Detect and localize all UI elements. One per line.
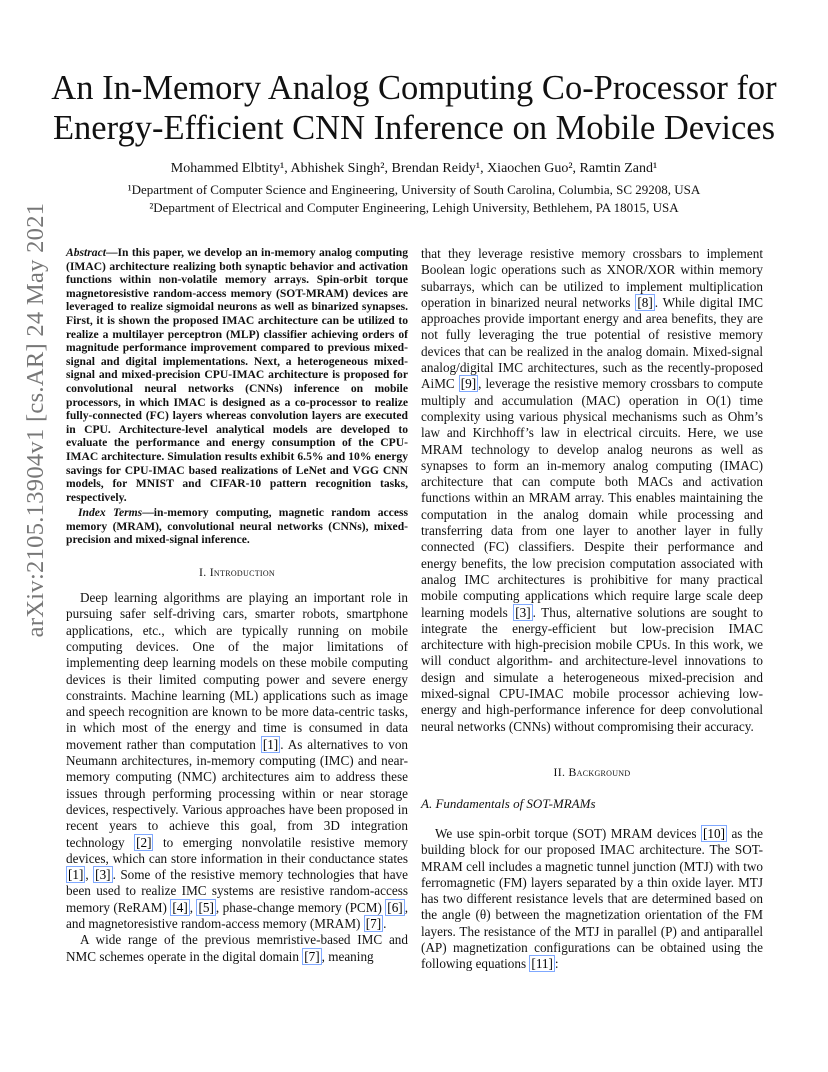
- section-heading-introduction: [66, 565, 408, 580]
- text-run: . Some of the resistive memory technologies that have been used to realize IMC systems are resistive random-access memory (ReRAM): [66, 867, 409, 915]
- citation-link[interactable]: [8]: [637, 294, 653, 310]
- text-run: , phase-change memory (PCM): [215, 899, 386, 915]
- citation-link[interactable]: [1]: [68, 867, 84, 883]
- text-run: as the building block for our proposed IMAC architecture. The SOT-MRAM cell includes a magnetic tunnel junction (MTJ) with two ferromagnetic (FM) layers separated by a thin oxide layer. MTJ has two different resistance levels that are determined based on the angle (θ) between the magnetization orientation of the FM layers. The resistance of the MTJ in parallel (P) and antiparallel (AP) magnetization configurations can be obtained using the following equations: [421, 825, 763, 972]
- text-run: . Thus, alternative solutions are sought to integrate the energy-efficient but low-precision IMAC architecture with high-precision mobile CPUs. In this work, we will conduct algorithm- and architecture-level innovations to design and simulate a heterogeneous mixed-precision and mixed-signal CPU-IMAC mobile processor achieving low-energy and high-performance inference for deep convolutional neural networks (CNNs) without compromising their accuracy.: [421, 604, 763, 734]
- citation-link[interactable]: [4]: [172, 899, 188, 915]
- citation-link[interactable]: [2]: [136, 834, 152, 850]
- text-run: . While digital IMC approaches provide important energy and area benefits, they are not fully leveraging the true potential of resistive memory devices that can be realized in the analog domain. Mixed-signal analog/digital IMC architectures, such as the recently-proposed AiMC: [421, 294, 764, 392]
- index-terms-text: —in-memory computing, magnetic random access memory (MRAM), convolutional neural networks (CNNs), mixed-precision and mixed-signal inference.: [66, 506, 408, 547]
- text-run: , leverage the resistive memory crossbars to compute multiply and accumulation (MAC) operation in O(1) time complexity using various physical mechanisms such as Ohm’s law and Kirchhoff’s law in electrical circuits. Here, we use MRAM technology to develop analog neurons as well as synapses to form an in-memory analog computing (IMAC) architecture that can compute both MACs and activation functions within an MRAM array. This enables maintaining the computation in the analog domain while processing and transferring data from one layer to another layer in fully connected (FC) classifiers. Despite their performance and energy benefits, the low precision computation associated with analog IMC architectures is prohibitive for many practical mobile computing applications which require large scale deep learning models: [421, 376, 763, 620]
- title-line-1: An In-Memory Analog Computing Co-Processor for: [51, 69, 777, 107]
- intro-paragraph-2-start: [66, 932, 408, 965]
- section-heading-background: [421, 765, 763, 780]
- index-terms-label: Index Terms: [78, 506, 143, 520]
- left-column: [66, 246, 408, 965]
- subsection-heading: A. Fundamentals of SOT-MRAMs: [421, 795, 596, 811]
- citation-link[interactable]: [5]: [198, 899, 214, 915]
- affiliation-2: ²Department of Electrical and Computer Engineering, Lehigh University, Bethlehem, PA 18015, USA: [149, 200, 679, 215]
- text-run: Deep learning algorithms are playing an important role in pursuing safer self-driving cars, smarter robots, smartphone applications, etc., which are typically running on mobile computing devices. One of the major limitations of implementing deep learning models on these mobile computing devices is their limited computing power and severe energy constraints. Machine learning (ML) applications such as image and speech recognition are known to be more data-centric tasks, in which most of the energy and time is consumed in data movement rather than computation: [66, 590, 408, 752]
- text-run: , and magnetoresistive random-access memory (MRAM): [66, 899, 408, 931]
- section-title: Introduction: [209, 565, 276, 580]
- text-run: to emerging nonvolatile resistive memory devices, which can store information in their conductance states: [66, 834, 408, 866]
- section-number: I.: [198, 565, 207, 580]
- affiliation-1: ¹Department of Computer Science and Engineering, University of South Carolina, Columbia, SC 29208, USA: [127, 182, 701, 197]
- section-number: II.: [553, 764, 566, 779]
- background-paragraph-1: [421, 826, 763, 973]
- citation-link[interactable]: [11]: [531, 956, 553, 972]
- title-line-2: Energy-Efficient CNN Inference on Mobile Devices: [52, 109, 775, 147]
- citation-link[interactable]: [7]: [304, 948, 320, 964]
- text-run: , meaning: [321, 948, 374, 964]
- abstract-label: Abstract: [66, 246, 106, 259]
- intro-paragraph-1: [66, 590, 408, 932]
- arxiv-id: arXiv:2105.13904v1 [cs.AR] 24 May 2021: [22, 202, 49, 638]
- author-list: Mohammed Elbtity¹, Abhishek Singh², Brendan Reidy¹, Xiaochen Guo², Ramtin Zand¹: [170, 161, 658, 176]
- index-terms: [66, 506, 408, 547]
- text-run: that they leverage resistive memory crossbars to implement Boolean logic operations such as XNOR/XOR within memory subarrays, which can be utilized to implement multiplication operation in binarized neural networks: [421, 246, 763, 310]
- text-run: ,: [85, 867, 94, 883]
- citation-link[interactable]: [6]: [387, 899, 403, 915]
- citation-link[interactable]: [3]: [95, 867, 111, 883]
- abstract-text: —In this paper, we develop an in-memory analog computing (IMAC) architecture realizing both synaptic behavior and activation functions within non-volatile memory arrays. Spin-orbit torque magnetoresistive random-access memory (SOT-MRAM) devices are leveraged to realize sigmoidal neurons as well as binarized synapses. First, it is shown the proposed IMAC architecture can be utilized to realize a multilayer perceptron (MLP) classifier achieving orders of magnitude performance improvement compared to previous mixed-signal and digital implementations. Next, a heterogeneous mixed-signal and mixed-precision CPU-IMAC architecture is proposed for convolutional neural networks (CNNs) inference on mobile processors, in which IMAC is designed as a co-processor to realize fully-connected (FC) layers whereas convolution layers are executed in CPU. Architecture-level analytical models are developed to evaluate the performance and energy consumption of the CPU-IMAC architecture. Simulation results exhibit 6.5% and 10% energy savings for CPU-IMAC based realizations of LeNet and VGG CNN models, for MNIST and CIFAR-10 pattern recognition tasks, respectively.: [66, 246, 408, 504]
- section-title: Background: [568, 764, 631, 779]
- text-run: .: [383, 916, 387, 931]
- citation-link[interactable]: [3]: [515, 604, 531, 620]
- text-run: . As alternatives to von Neumann architectures, in-memory computing (IMC) and near-memory computing (NMC) architectures aim to address these issues through performing processing within or near storage devices, respectively. Various approaches have been proposed in recent years to achieve this goal, from 3D integration technology: [66, 736, 409, 850]
- intro-paragraph-2-cont: [421, 246, 763, 735]
- citation-link[interactable]: [9]: [460, 376, 477, 392]
- text-run: A wide range of the previous memristive-based IMC and NMC schemes operate in the digital domain: [66, 932, 408, 964]
- right-column: [421, 246, 763, 973]
- text-run: We use spin-orbit torque (SOT) MRAM devices: [435, 825, 701, 841]
- text-run: ,: [189, 899, 197, 915]
- paper-title: [0, 68, 828, 148]
- abstract: [66, 246, 408, 504]
- citation-link[interactable]: [1]: [262, 736, 279, 752]
- citation-link[interactable]: [10]: [703, 825, 725, 841]
- text-run: :: [554, 956, 559, 972]
- citation-link[interactable]: [7]: [365, 916, 382, 931]
